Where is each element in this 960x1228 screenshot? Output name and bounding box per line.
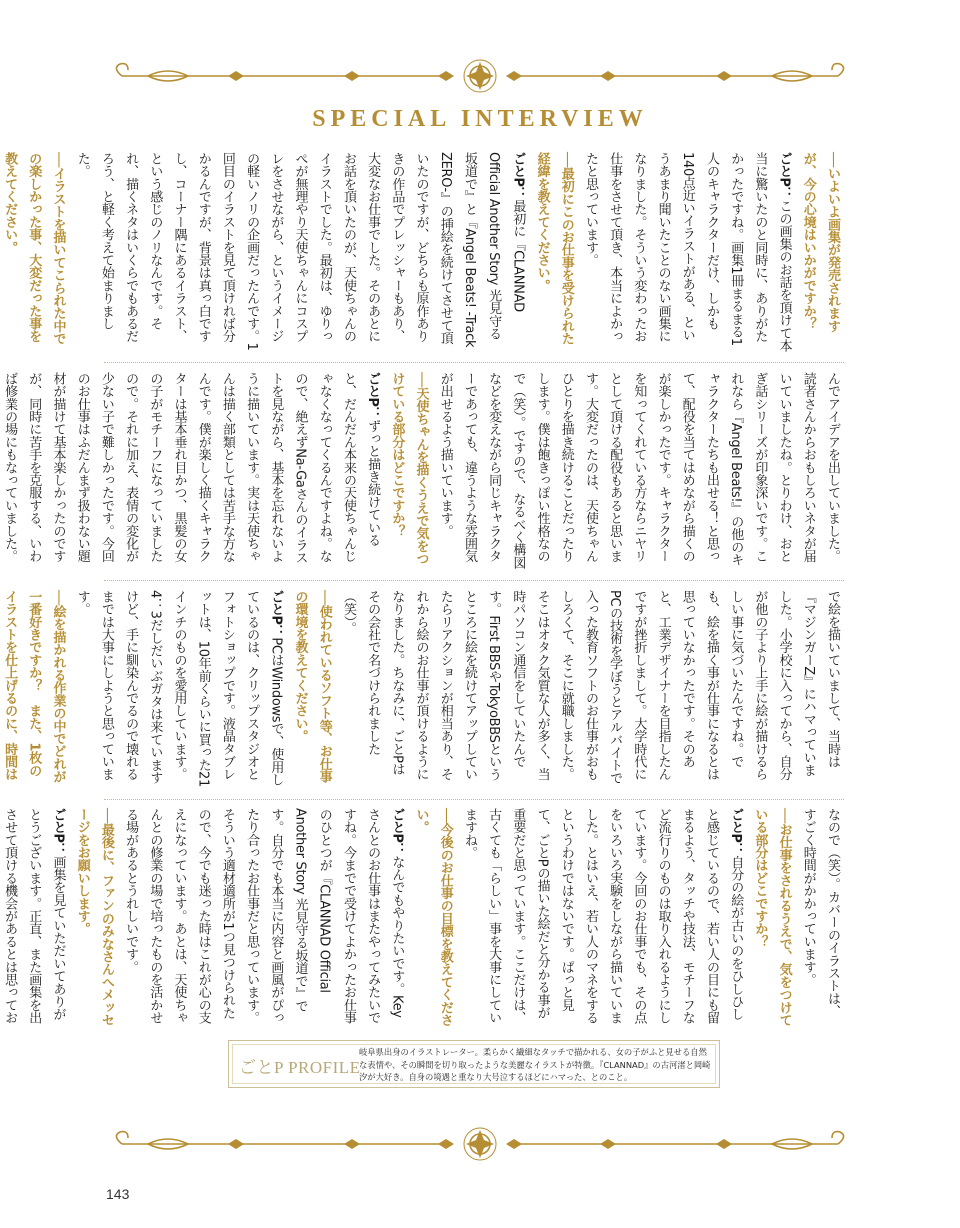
interview-answer (457, 808, 747, 1028)
interview-question (384, 372, 432, 570)
speaker-label: ごとP： (510, 152, 526, 200)
answer-text: 自分の絵が古いのをひしひしと感じているので、若い人の目にも留まるよう、タッチや技法、モチーフなど流行りのものは取り入れるようにしています。今回のお仕事でも、その点をいろいろ実験をしながら描いていました。とはいえ、若い人のマネをするというわけではないです。ぱっと見て、ごとPの描いた絵だと分かる事が重要だと思っています。ここだけは、古くても「らしい」事を大事にしていますね。 (461, 808, 744, 1024)
speaker-label: ごとP： (728, 808, 744, 856)
interview-answer (70, 152, 530, 352)
question-text: ──最初にこのお仕事を受けられた経緯を教えてください。 (534, 152, 574, 345)
top-ornament (108, 56, 852, 96)
question-text: ──絵を描かれる作業の中でどれが一番好きですか？ また、1枚のイラストを仕上げるのに、時間は (2, 590, 66, 783)
answer-text: んでアイデアを出していました。読者さんからおもしろいネタが届いていましたね。とりわけ、おとぎ話シリーズが印象深いです。これなら『Angel Beats!』の他のキャラクターたちも出せる！と思って、配役を当てはめながら描くのが楽しかったです。キャラクターを知ってくれている方ならニヤリとして頂ける配役もあると思います。大変だったのは、天使ちゃんひとりを描き続けることだったりします。僕は飽きっぽい性格なので（笑）。ですので、なるべく構図などを変えながら同じキャラクターであっても、違うような雰囲気が出せるよう描いています。 (437, 372, 840, 569)
question-text: ──使われているソフト等、お仕事の環境を教えてください。 (292, 590, 332, 783)
question-text: ──お仕事をされるうえで、気をつけている部分はどこですか？ (752, 808, 792, 1027)
interview-tier-2 (2, 372, 844, 570)
answer-text: で絵を描いていまして、当時は『マジンガーZ』にハマっていました。小学校に入ってから、自分が他の子より上手に絵が描けるらしい事に気づいたんですね。でも、絵を描く事が仕事になるとは思っていなかったです。そのあと、工業デザイナーを目指したんですが挫折しまして。大学時代にPCの技術を学ぼうとアルバイトで入った教育ソフトのお仕事がおもしろくて、そこに就職しました。そこはオタク気質な人が多く、当時パソコン通信をしていたんです。First BBSやTokyoBBSというところに絵を続けてアップしていたらリアクションが相当あり、それから絵のお仕事が頂けるようになりました。ちなみに、ごとPはその会社で名づけられました（笑）。 (340, 590, 840, 785)
interview-question (70, 808, 118, 1028)
tier-3-text (2, 590, 844, 788)
interview-answer (70, 590, 288, 788)
interview-question (408, 808, 456, 1028)
question-text: ──今後のお仕事の目標を教えてください。 (413, 808, 453, 1027)
tier-2-text (2, 372, 844, 570)
answer-text: この画集のお話を頂けて本当に驚いたのと同時に、ありがたかったですね。画集1冊まるまる1人のキャラクターだけ、しかも140点近いイラストがある、というあまり聞いたことのない画集になりました。そういう変わったお仕事をさせて頂き、本当によかったと思っています。 (582, 152, 792, 352)
question-text: ──天使ちゃんを描くうえで気をつけている部分はどこですか？ (389, 372, 429, 565)
speaker-label: ごとP： (389, 808, 405, 856)
interview-tier-1 (2, 152, 844, 352)
question-text: ──いよいよ画集が発売されますが、今の心境はいかがですか？ (800, 152, 840, 333)
interview-question (0, 152, 70, 352)
interview-question (747, 808, 795, 1028)
speaker-label: ごとP： (50, 808, 66, 856)
page-title: SPECIAL INTERVIEW (312, 106, 648, 132)
interview-question (796, 152, 844, 352)
tier-divider (104, 580, 844, 581)
speaker-label: ごとP： (268, 590, 284, 638)
question-text: ──イラストを描いてこられた中での楽しかった事、大変だった事を教えてください。 (2, 152, 66, 345)
profile-label: ごとP PROFILE (239, 1058, 361, 1077)
answer-text: なので（笑）。カバーのイラストは、すごく時間がかかっています。 (800, 808, 840, 1018)
answer-text: PCはWindowsで、使用しているのは、クリップスタジオとフォトショップです。液晶タブレットは、10年前くらいに買った21インチのものを愛用しています。4：3だしだいぶガタは来ていますけど、手に馴染んでるので壊れるまでは大事にしようと思っています。 (74, 590, 284, 787)
interview-answer (336, 590, 844, 788)
tier-1-text (2, 152, 844, 352)
tier-divider (104, 362, 844, 363)
interview-question (529, 152, 577, 352)
bottom-ornament (108, 1124, 852, 1164)
answer-text: 最初に『CLANNAD Official Another Story 光見守る坂道で』と『Angel Beats! -Track ZERO-』の挿絵を続けてさせて頂いたのですが、どちらも原作ありきの作品でプレッシャーもあり、大変なお仕事でした。そのあとにお話を頂いたのが、天使ちゃんのイラストでした。最初は、ゆりっぺが無理やり天使ちゃんにコスプレをさせながら、というイメージの軽いノリの企画だったんです。1回目のイラストを見て頂ければ分かるんですが、背景は真っ白ですし、コーナー隅にあるイラスト、という感じのノリなんです。それ、描くネタはいくらでもあるだろう、と軽く考えて始まりました。 (74, 152, 526, 351)
answer-text: 画集を見ていただいてありがとうございます。正直、また画集を出させて頂ける機会があるとは思ってお (2, 808, 66, 1024)
interview-answer (0, 372, 384, 570)
question-text: ──最後に、ファンのみなさんへメッセージをお願いします。 (74, 808, 114, 1027)
profile-text: 岐阜県出身のイラストレーター。柔らかく繊細なタッチで描かれる、女の子がふと見せる自然な表情や、その瞬間を切り取ったような美麗なイラストが特徴。『CLANNAD』の古河渚と岡崎汐が大好き。自身の境遇と重なり大号泣するほどにハマった、とのこと。 (359, 1047, 711, 1082)
interview-answer (578, 152, 796, 352)
interview-tier-4 (2, 808, 844, 1028)
answer-text: なんでもやりたいです。Keyさんとのお仕事はまたやってみたいですね。今までで受けてよかったお仕事のひとつが『CLANNAD Official Another Story 光見守る坂道で』です。自分でも本当に内容と画風がぴったり合ったお仕事だと思っています。そういう適材適所が1つ見つけられたので、今でも迷った時はこれが心の支えになっています。あとは、天使ちゃんとの修業の場で培ったものを活かせる場があるとうれしいです。 (123, 808, 405, 1024)
tier-divider (104, 799, 844, 800)
interview-question (287, 590, 335, 788)
interview-answer (433, 372, 844, 570)
interview-answer (796, 808, 844, 1028)
profile-box (228, 1040, 720, 1088)
answer-text: ずっと描き続けていると、だんだん本来の天使ちゃんじゃなくなってくるんですよね。なので、絶えずNa-Gaさんのイラストを見ながら、基本を忘れないように描いています。実は天使ちゃんは描く部類としては苦手な方なんです。僕が楽しく描くキャラクターは基本垂れ目かつ、黒髪の女の子がモチーフになっていましたので。それに加え、表情の変化が少ない子で難しかったです。今回のお仕事はふだんまず扱わない題材が描けて基本楽しかったのですが、同時に苦手を克服する、いわば修業の場にもなっていました。 (2, 372, 381, 564)
page-number: 143 (106, 1186, 130, 1202)
speaker-label: ごとP： (365, 372, 381, 420)
interview-answer (0, 808, 70, 1028)
interview-question (0, 590, 70, 788)
interview-answer (118, 808, 408, 1028)
interview-tier-3 (2, 590, 844, 788)
tier-4-text (2, 808, 844, 1028)
speaker-label: ごとP： (776, 152, 792, 200)
